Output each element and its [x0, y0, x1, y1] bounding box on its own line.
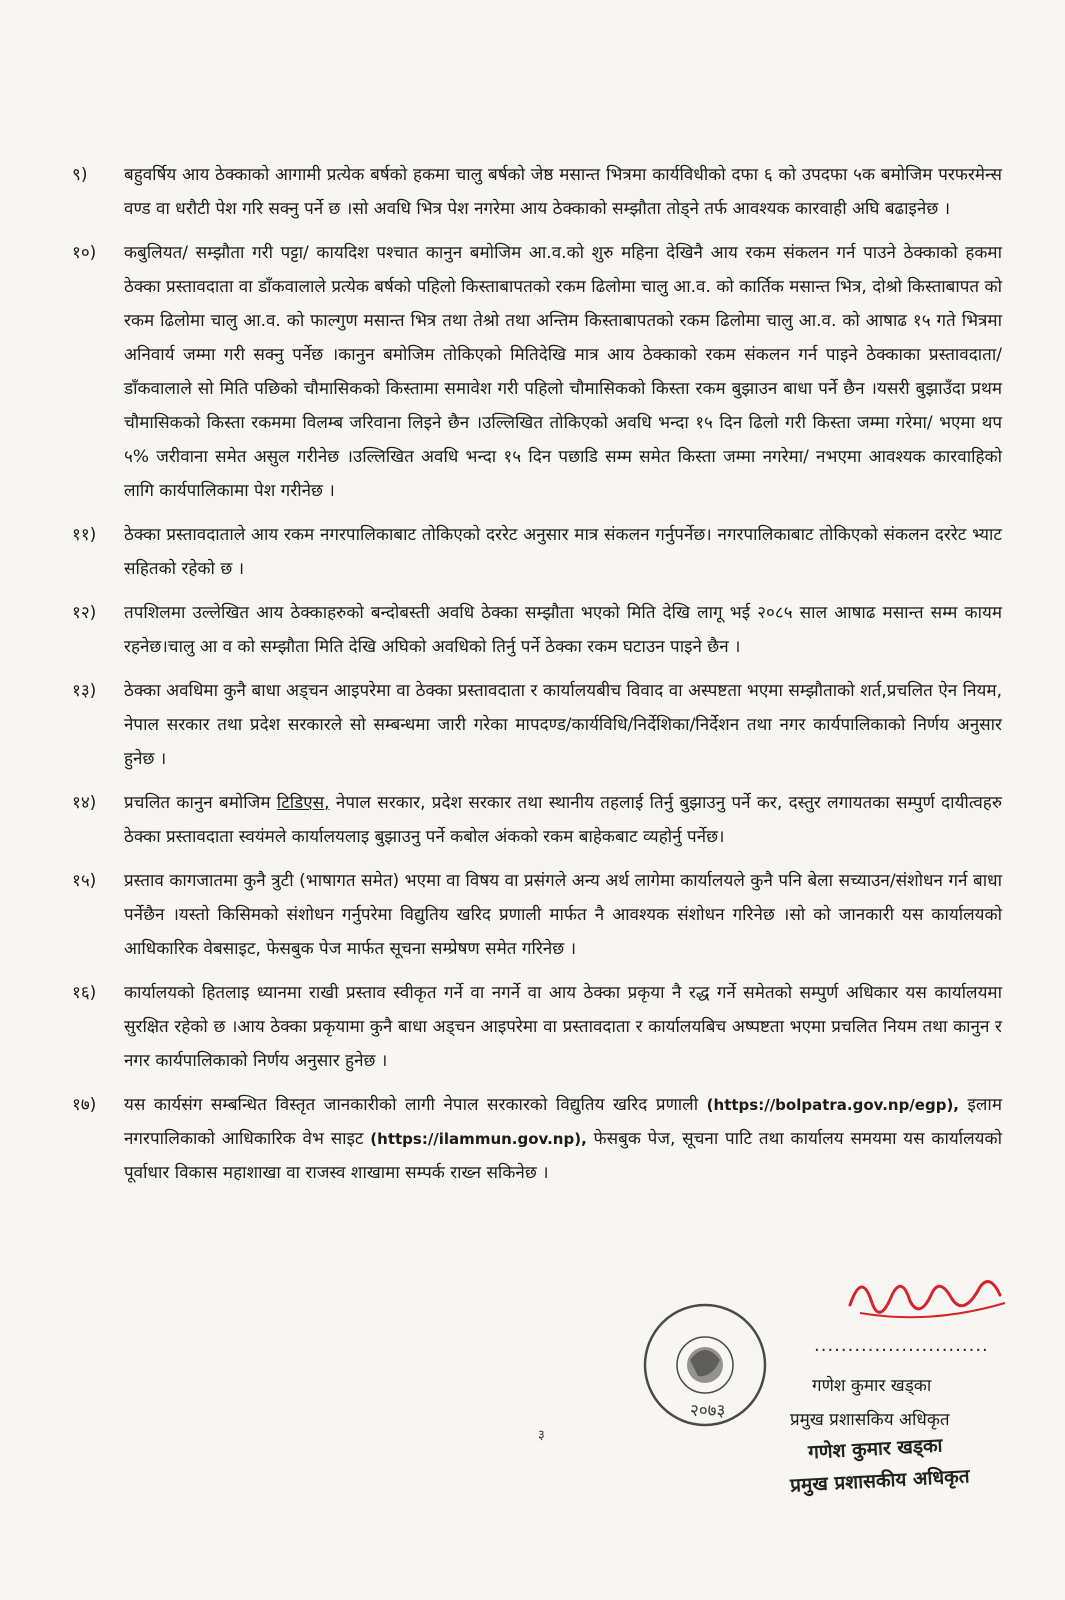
- signatory-title: प्रमुख प्रशासकिय अधिकृत: [790, 1410, 950, 1430]
- clause-text-part: नेपाल सरकार, प्रदेश सरकार तथा स्थानीय तहलाई तिर्नु बुझाउनु पर्ने कर, दस्तुर लगायतका सम्पुर्ण दायीत्वहरु ठेक्का प्रस्तावदाता स्वयंमले कार्यालयलाइ बुझाउनु पर्ने कबोल अंकको रकम बाहेकबाट व्यहोर्नु पर्नेछ।: [124, 793, 1002, 847]
- clause-text: बहुवर्षिय आय ठेक्काको आगामी प्रत्येक बर्षको हकमा चालु बर्षको जेष्ठ मसान्त भित्रमा कार्यविधीको दफा ६ को उपदफा ५क बमोजिम परफरमेन्स वण्ड वा धरौटी पेश गरि सक्नु पर्ने छ ।सो अवधि भित्र पेश नगरेमा आय ठेक्काको सम्झौता तोड्ने तर्फ आवश्यक कारवाही अघि बढाइनेछ ।: [124, 165, 1002, 219]
- clause-text-part: यस कार्यसंग सम्बन्धित विस्तृत जानकारीको लागी नेपाल सरकारको विद्युतिय खरिद प्रणाली: [124, 1095, 707, 1115]
- clause-number: १४): [72, 793, 97, 813]
- stamp-year: २०७३: [690, 1401, 726, 1421]
- clause-text: कार्यालयको हितलाइ ध्यानमा राखी प्रस्ताव स्वीकृत गर्ने वा नगर्ने वा आय ठेक्का प्रकृया नै रद्ध गर्ने समेतको सम्पुर्ण अधिकार यस कार्यालयमा सुरक्षित रहेको छ ।आय ठेक्का प्रकृयामा कुनै बाधा अड्चन आइपरेमा वा प्रस्तावदाता र कार्यालयबिच अष्पष्टता भएमा प्रचलित नियम तथा कानुन र नगर कार्यपालिकाको निर्णय अनुसार हुनेछ ।: [124, 983, 1002, 1071]
- clause-17: [72, 1088, 1002, 1190]
- clause-text: [124, 1088, 1002, 1190]
- clause-15: [72, 864, 1002, 966]
- clause-number: १०): [72, 243, 97, 263]
- clause-text-part: प्रचलित कानुन बमोजिम: [124, 793, 277, 813]
- clause-text: तपशिलमा उल्लेखित आय ठेक्काहरुको बन्दोबस्ती अवधि ठेक्का सम्झौता भएको मिति देखि लागू भई २०८५ साल आषाढ मसान्त सम्म कायम रहनेछ।चालु आ व को सम्झौता मिति देखि अघिको अवधिको तिर्नु पर्ने ठेक्का रकम घटाउन पाइने छैन ।: [124, 603, 1002, 657]
- signature-scribble-icon: [840, 1265, 1010, 1335]
- clause-number: ११): [72, 525, 97, 545]
- seal-name: गणेश कुमार खड्का: [807, 1434, 943, 1464]
- bolpatra-url: (https://bolpatra.gov.np/egp),: [706, 1096, 959, 1114]
- seal-title: प्रमुख प्रशासकीय अधिकृत: [789, 1465, 971, 1497]
- ilammun-url: (https://ilammun.gov.np),: [370, 1130, 587, 1148]
- clause-number: १५): [72, 871, 97, 891]
- clause-text: [124, 786, 1002, 854]
- clause-text: ठेक्का प्रस्तावदाताले आय रकम नगरपालिकाबाट तोकिएको दररेट अनुसार मात्र संकलन गर्नुपर्नेछ। नगरपालिकाबाट तोकिएको संकलन दररेट भ्याट सहितको रहेको छ ।: [124, 525, 1002, 579]
- clause-number: १७): [72, 1095, 97, 1115]
- clause-number: १३): [72, 681, 97, 701]
- clause-text: ठेक्का अवधिमा कुनै बाधा अड्चन आइपरेमा वा ठेक्का प्रस्तावदाता र कार्यालयबीच विवाद वा अस्पष्टता भएमा सम्झौताको शर्त,प्रचलित ऐन नियम, नेपाल सरकार तथा प्रदेश सरकारले सो सम्बन्धमा जारी गरेका मापदण्ड/कार्यविधि/निर्देशिका/निर्देशन तथा नगर कार्यपालिकाको निर्णय अनुसार हुनेछ ।: [124, 681, 1002, 769]
- clause-10: [72, 236, 1002, 508]
- signatory-name: गणेश कुमार खड्का: [812, 1376, 932, 1396]
- clause-text: कबुलियत/ सम्झौता गरी पट्टा/ कायदिश पश्चात कानुन बमोजिम आ.व.को शुरु महिना देखिनै आय रकम संकलन गर्न पाउने ठेक्काको हकमा ठेक्का प्रस्तावदाता वा डाँकवालाले प्रत्येक बर्षको पहिलो किस्ताबापतको रकम ढिलोमा चालु आ.व. को कार्तिक मसान्त भित्र, दोश्रो किस्ताबापत को रकम ढिलोमा चालु आ.व. को फाल्गुण मसान्त भित्र तथा तेश्रो तथा अन्तिम किस्ताबापतको रकम ढिलोमा चालु आ.व. को आषाढ १५ गते भित्रमा अनिवार्य जम्मा गरी सक्नु पर्नेछ ।कानुन बमोजिम तोकिएको मितिदेखि मात्र आय ठेक्काको रकम संकलन गर्न पाइने ठेक्काका प्रस्तावदाता/डाँकवालाले सो मिति पछिको चौमासिकको किस्तामा समावेश गरी पहिलो चौमासिकको किस्ता रकम बुझाउन बाधा पर्ने छैन ।यसरी बुझाउँदा प्रथम चौमासिकको किस्ता रकममा विलम्ब जरिवाना लिइने छैन ।उल्लिखित तोकिएको अवधि भन्दा १५ दिन ढिलो गरी किस्ता जम्मा गरेमा/ भएमा थप ५% जरीवाना समेत असुल गरीनेछ ।उल्लिखित अवधि भन्दा १५ दिन पछाडि सम्म समेत किस्ता जम्मा नगरेमा/ नभएमा आवश्यक कारवाहिको लागि कार्यपालिकामा पेश गरीनेछ ।: [124, 243, 1002, 501]
- clause-number: १२): [72, 603, 97, 623]
- clause-list: [72, 158, 1002, 1200]
- clause-text-part: इलाम नगरपालिकाको आधिकारिक वेभ साइट: [124, 1095, 1002, 1149]
- page-number: ३: [538, 1428, 545, 1443]
- clause-12: [72, 596, 1002, 664]
- clause-text: प्रस्ताव कागजातमा कुनै त्रुटी (भाषागत समेत) भएमा वा विषय वा प्रसंगले अन्य अर्थ लागेमा कार्यालयले कुनै पनि बेला सच्याउन/संशोधन गर्न बाधा पर्नेछैन ।यस्तो किसिमको संशोधन गर्नुपरेमा विद्युतिय खरिद प्रणाली मार्फत नै आवश्यक संशोधन गरिनेछ ।सो को जानकारी यस कार्यालयको आधिकारिक वेबसाइट, फेसबुक पेज मार्फत सूचना सम्प्रेषण समेत गरिनेछ ।: [124, 871, 1002, 959]
- clause-14: [72, 786, 1002, 854]
- clause-11: [72, 518, 1002, 586]
- clause-16: [72, 976, 1002, 1078]
- clause-text-part: फेसबुक पेज, सूचना पाटि तथा कार्यालय समयमा यस कार्यालयको पूर्वाधार विकास महाशाखा वा राजस्व शाखामा सम्पर्क राख्न सकिनेछ ।: [124, 1129, 1002, 1183]
- clause-number: ९): [72, 165, 88, 185]
- underlined-term: टिडिएस,: [276, 793, 330, 813]
- clause-number: १६): [72, 983, 97, 1003]
- clause-9: [72, 158, 1002, 226]
- signature-line: ..........................: [814, 1335, 989, 1356]
- clause-13: [72, 674, 1002, 776]
